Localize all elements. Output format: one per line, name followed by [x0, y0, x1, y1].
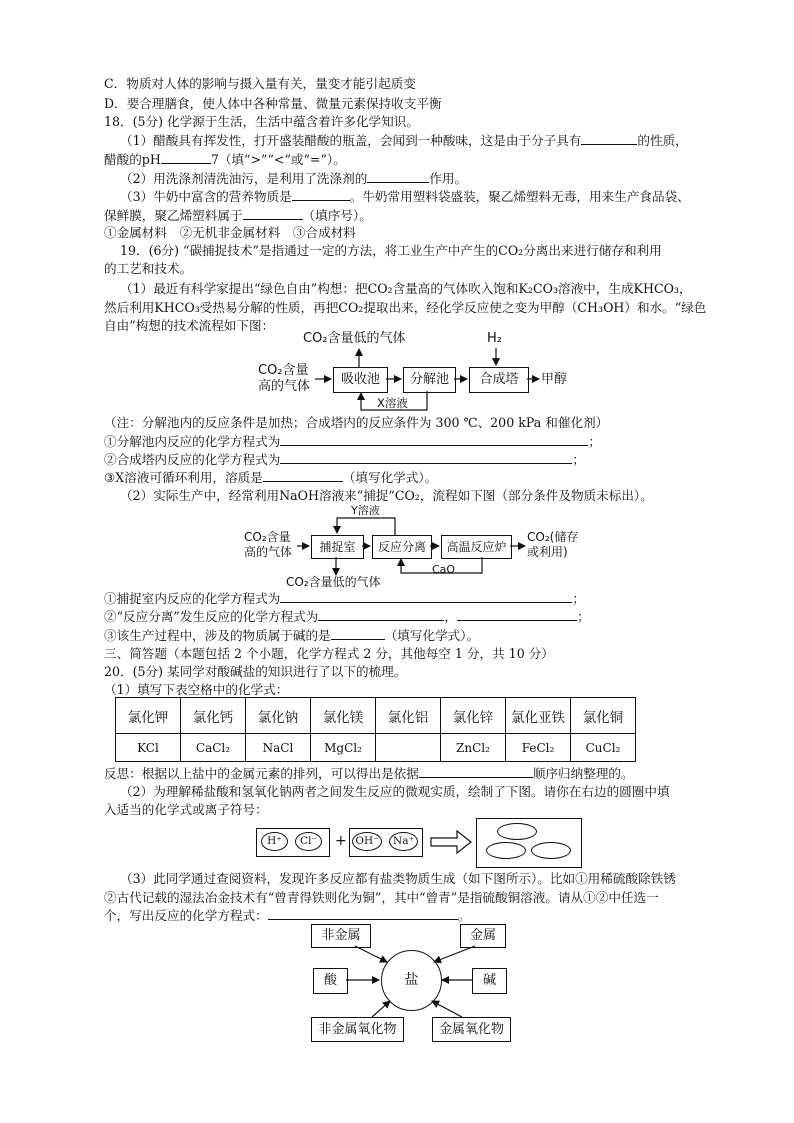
salt-name-cell: 氯化钙 [181, 698, 246, 734]
option-c: C．物质对人体的影响与摄入量有关，量变才能引起质变 [104, 76, 416, 91]
q20-part2-line1: （2）为理解稀盐酸和氢氧化钠两者之间发生反应的微观实质，绘制了下图。请你在右边的圆圈中填 [120, 784, 670, 799]
salt-circle: 盐 [381, 950, 442, 1011]
salt-name-cell: 氯化锌 [441, 698, 506, 734]
q19-part2-i: ①捕捉室内反应的化学方程式为 ； [104, 591, 585, 606]
question-18: 18．(5分) 化学源于生活，生活中蕴含着许多化学知识。 [104, 114, 419, 129]
salt-formula-cell: CaCl₂ [181, 734, 246, 762]
decomposition-tank-box: 分解池 [403, 367, 456, 393]
diagram1-x-solution-label: X溶液 [377, 396, 408, 410]
q19-part1-line3: 自由”构想的技术流程如下图： [104, 318, 275, 333]
synthesis-tower-box: 合成塔 [469, 367, 529, 393]
h-ion-circle: H⁺ [261, 832, 288, 851]
diagram1-co2-low-label: CO₂含量低的气体 [303, 331, 406, 346]
base-box: 碱 [472, 968, 507, 994]
q18-part3-line2: 保鲜膜，聚乙烯塑料属于 （填序号）。 [104, 208, 372, 223]
salt-formula-cell: NaCl [246, 734, 311, 762]
diagram1-input-line2: 高的气体 [258, 379, 311, 394]
diagram2-output-line2: 或利用) [527, 545, 568, 559]
q19-part1-ii: ②合成塔内反应的化学方程式为 ； [104, 452, 585, 467]
nonmetal-oxide-box: 非金属氧化物 [311, 1017, 404, 1042]
salt-name-cell: 氯化铝 [376, 698, 441, 734]
q19-part1-i: ①分解池内反应的化学方程式为 ； [104, 434, 601, 449]
salt-name-cell: 氯化钾 [116, 698, 181, 734]
question-20: 20．(5分) 某同学对酸碱盐的知识进行了以下的梳理。 [104, 664, 407, 679]
metal-box: 金属 [460, 924, 506, 948]
salt-formula-cell: KCl [116, 734, 181, 762]
diagram1-note: （注：分解池内的反应条件是加热；合成塔内的反应条件为 300 ℃、200 kPa 和催化剂） [104, 415, 609, 430]
salt-formula-cell: ZnCl₂ [441, 734, 506, 762]
diagram2-input-line1: CO₂含量 [244, 530, 291, 544]
absorption-tank-box: 吸收池 [333, 367, 388, 393]
salt-formula-cell: FeCl₂ [506, 734, 571, 762]
question-19-line1: 19．(6分) “碳捕捉技术”是指通过一定的方法，将工业生产中产生的CO₂分离出来进行储存和利用 [120, 243, 662, 258]
diagram2-cao-label: CaO [432, 563, 456, 576]
salt-formula-cell: CuCl₂ [571, 734, 636, 762]
reflection-line: 反思：根据以上盐中的金属元素的排列，可以得出是依据 顺序归纳整理的。 [104, 766, 634, 781]
q20-part2-line2: 入适当的化学式或离子符号： [104, 802, 268, 817]
q20-part3-line2: ②古代记载的湿法冶金技术有“曾青得铁则化为铜”，其中“曾青”是指硫酸铜溶液。请从①②中任选一 [104, 890, 659, 905]
q19-part1-iii: ③X溶液可循环利用，溶质是 （填写化学式）。 [104, 470, 438, 485]
diagram2-input-line2: 高的气体 [244, 545, 293, 559]
diagram2-y-solution-label: Y溶液 [351, 504, 380, 517]
capture-chamber-box: 捕捉室 [311, 535, 364, 559]
q18-part3-line1: （3）牛奶中富含的营养物质是 。牛奶常用塑料袋盛装，聚乙烯塑料无毒，用来生产食品袋、 [120, 189, 690, 204]
q18-material-options: ①金属材料 ②无机非金属材料 ③合成材料 [104, 225, 356, 240]
na-ion-circle: Na⁺ [389, 832, 418, 851]
diagram2-output-line1: CO₂(储存 [527, 530, 579, 544]
q18-part1-line1: （1）醋酸具有挥发性，打开盛装醋酸的瓶盖，会闻到一种酸味，这是由于分子具有 的性质， [120, 133, 688, 148]
cl-ion-circle: Cl⁻ [295, 832, 322, 851]
salt-name-cell: 氯化亚铁 [506, 698, 571, 734]
option-d: D．要合理膳食，使人体中各种常量、微量元素保持收支平衡 [104, 96, 442, 111]
q19-part1-line1: （1）最近有科学家提出“绿色自由”构想：把CO₂含量高的气体吹入饱和K₂CO₃溶液中，生成KHCO₃， [120, 281, 692, 296]
plus-sign: + [335, 833, 347, 849]
q19-part1-line2: 然后利用KHCO₃受热易分解的性质，再把CO₂提取出来，经化学反应使之变为甲醇（CH₃OH）和水。“绿色 [104, 300, 707, 315]
q20-part3-line1: （3）此同学通过查阅资料，发现许多反应都有盐类物质生成（如下图所示）。比如①用稀硫酸除铁锈 [120, 871, 676, 886]
q18-part2: （2）用洗涤剂清洗油污，是利用了洗涤剂的 作用。 [120, 171, 468, 186]
salt-name-cell: 氯化钠 [246, 698, 311, 734]
diagram1-input-line1: CO₂含量 [258, 363, 309, 378]
section-3-heading: 三、简答题（本题包括 2 个小题，化学方程式 2 分，其他每空 1 分，共 10 分） [104, 646, 554, 661]
nonmetal-box: 非金属 [311, 924, 371, 948]
salt-name-cell: 氯化镁 [311, 698, 376, 734]
high-temp-furnace-box: 高温反应炉 [441, 535, 512, 559]
question-19-line2: 的工艺和技术。 [104, 261, 193, 276]
q18-part1-line2: 醋酸的pH 7（填“>”“<”或“=”）。 [104, 152, 346, 167]
diagram2-co2-low-label: CO₂含量低的气体 [286, 575, 381, 589]
reaction-separation-box: 反应分离 [372, 535, 432, 559]
diagram1-methanol-label: 甲醇 [541, 372, 568, 387]
q19-part2: （2）实际生产中，经常利用NaOH溶液来“捕捉”CO₂，流程如下图（部分条件及物质未标出）。 [120, 488, 653, 503]
q20-part1: （1）填写下表空格中的化学式： [104, 682, 289, 697]
acid-box: 酸 [313, 968, 348, 994]
diagram1-h2-label: H₂ [487, 331, 502, 346]
q19-part2-iii: ③该生产过程中，涉及的物质属于碱的是 （填写化学式）。 [104, 628, 480, 643]
salt-name-cell: 氯化铜 [571, 698, 636, 734]
q20-part3-line3: 个，写出反应的化学方程式： 。 [104, 908, 471, 923]
salt-formula-cell: MgCl₂ [311, 734, 376, 762]
oh-ion-circle: OH⁻ [352, 832, 382, 851]
q19-part2-ii: ②“反应分离”发生反应的化学方程式为 ， ； [104, 609, 590, 624]
metal-oxide-box: 金属氧化物 [432, 1017, 511, 1042]
